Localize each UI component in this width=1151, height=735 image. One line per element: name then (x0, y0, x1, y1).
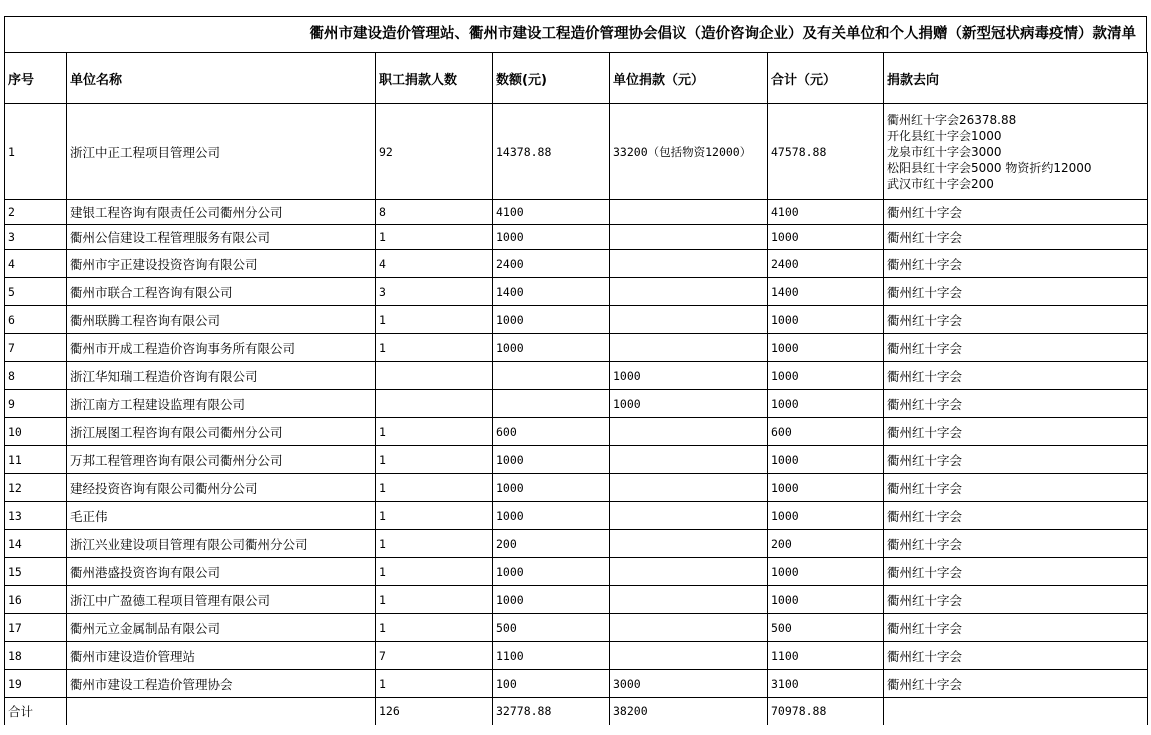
cell-amount (493, 362, 610, 390)
header-total: 合计（元） (768, 53, 884, 104)
cell-seq: 13 (5, 502, 67, 530)
cell-amount: 1000 (493, 306, 610, 334)
cell-staff: 1 (376, 614, 493, 642)
cell-unit-donation (610, 418, 768, 446)
cell-total: 600 (768, 418, 884, 446)
table-row (5, 586, 1148, 614)
cell-name: 建经投资咨询有限公司衢州分公司 (67, 474, 376, 502)
cell-staff (376, 390, 493, 418)
cell-destination: 衢州红十字会 (884, 670, 1148, 698)
table-row (5, 225, 1148, 250)
cell-seq: 17 (5, 614, 67, 642)
cell-name: 浙江兴业建设项目管理有限公司衢州分公司 (67, 530, 376, 558)
cell-seq: 2 (5, 200, 67, 225)
cell-staff: 1 (376, 502, 493, 530)
cell-name: 衢州联腾工程咨询有限公司 (67, 306, 376, 334)
cell-seq: 16 (5, 586, 67, 614)
cell-name: 衢州市建设工程造价管理协会 (67, 670, 376, 698)
cell-amount: 600 (493, 418, 610, 446)
cell-unit-donation (610, 558, 768, 586)
cell-staff (376, 362, 493, 390)
cell-name: 万邦工程管理咨询有限公司衢州分公司 (67, 446, 376, 474)
cell-total: 2400 (768, 250, 884, 278)
cell-staff: 92 (376, 104, 493, 200)
table-row (5, 104, 1148, 200)
cell-total: 1000 (768, 334, 884, 362)
cell-name: 浙江华知瑞工程造价咨询有限公司 (67, 362, 376, 390)
cell-total: 1400 (768, 278, 884, 306)
table-row (5, 670, 1148, 698)
cell-destination (884, 104, 1148, 200)
cell-name: 建银工程咨询有限责任公司衢州分公司 (67, 200, 376, 225)
table-row (5, 278, 1148, 306)
cell-staff: 1 (376, 670, 493, 698)
cell-amount: 2400 (493, 250, 610, 278)
destination-line: 衢州红十字会26378.88 (887, 112, 1017, 127)
cell-name: 衢州市宇正建设投资咨询有限公司 (67, 250, 376, 278)
cell-seq: 15 (5, 558, 67, 586)
cell-total: 3100 (768, 670, 884, 698)
cell-destination: 衢州红十字会 (884, 642, 1148, 670)
donation-table (4, 52, 1148, 725)
cell-destination: 衢州红十字会 (884, 558, 1148, 586)
cell-unit-donation: 1000 (610, 390, 768, 418)
cell-name: 衢州公信建设工程管理服务有限公司 (67, 225, 376, 250)
cell-unit-donation (610, 614, 768, 642)
cell-unit-donation (610, 334, 768, 362)
cell-staff: 1 (376, 446, 493, 474)
cell-staff: 1 (376, 418, 493, 446)
cell-destination: 衢州红十字会 (884, 362, 1148, 390)
header-destination: 捐款去向 (884, 53, 1148, 104)
cell-destination: 衢州红十字会 (884, 390, 1148, 418)
destination-line: 龙泉市红十字会3000 (887, 144, 1002, 159)
table-row (5, 390, 1148, 418)
totals-staff: 126 (376, 698, 493, 725)
cell-total: 200 (768, 530, 884, 558)
cell-seq: 7 (5, 334, 67, 362)
table-row (5, 362, 1148, 390)
totals-destination (884, 698, 1148, 725)
cell-staff: 8 (376, 200, 493, 225)
cell-unit-donation (610, 278, 768, 306)
cell-name: 衢州市开成工程造价咨询事务所有限公司 (67, 334, 376, 362)
cell-seq: 18 (5, 642, 67, 670)
header-seq: 序号 (5, 53, 67, 104)
table-row (5, 418, 1148, 446)
cell-unit-donation (610, 474, 768, 502)
cell-staff: 1 (376, 530, 493, 558)
cell-total: 1000 (768, 586, 884, 614)
destination-line: 松阳县红十字会5000 物资折约12000 (887, 160, 1092, 175)
cell-amount: 200 (493, 530, 610, 558)
table-row (5, 306, 1148, 334)
cell-destination: 衢州红十字会 (884, 334, 1148, 362)
header-name: 单位名称 (67, 53, 376, 104)
cell-amount: 4100 (493, 200, 610, 225)
cell-staff: 1 (376, 334, 493, 362)
cell-total: 1000 (768, 446, 884, 474)
cell-staff: 1 (376, 306, 493, 334)
cell-unit-donation (610, 530, 768, 558)
cell-staff: 3 (376, 278, 493, 306)
cell-seq: 11 (5, 446, 67, 474)
header-amount: 数额(元) (493, 53, 610, 104)
cell-seq: 10 (5, 418, 67, 446)
cell-seq: 5 (5, 278, 67, 306)
cell-total: 1000 (768, 390, 884, 418)
cell-destination: 衢州红十字会 (884, 418, 1148, 446)
cell-name: 浙江中广盈德工程项目管理有限公司 (67, 586, 376, 614)
cell-total: 1000 (768, 558, 884, 586)
cell-name: 衢州港盛投资咨询有限公司 (67, 558, 376, 586)
cell-unit-donation (610, 200, 768, 225)
cell-amount: 1400 (493, 278, 610, 306)
totals-label: 合计 (5, 698, 67, 725)
cell-staff: 1 (376, 474, 493, 502)
cell-name: 毛正伟 (67, 502, 376, 530)
cell-amount: 1000 (493, 334, 610, 362)
cell-seq: 8 (5, 362, 67, 390)
cell-total: 4100 (768, 200, 884, 225)
table-row (5, 446, 1148, 474)
cell-unit-donation: 33200（包括物资12000） (610, 104, 768, 200)
table-row (5, 474, 1148, 502)
cell-amount: 1000 (493, 558, 610, 586)
cell-destination: 衢州红十字会 (884, 306, 1148, 334)
cell-unit-donation (610, 446, 768, 474)
cell-seq: 19 (5, 670, 67, 698)
cell-total: 1000 (768, 474, 884, 502)
header-staff: 职工捐款人数 (376, 53, 493, 104)
cell-staff: 4 (376, 250, 493, 278)
cell-name: 浙江南方工程建设监理有限公司 (67, 390, 376, 418)
cell-total: 1000 (768, 502, 884, 530)
cell-seq: 1 (5, 104, 67, 200)
cell-amount: 1000 (493, 586, 610, 614)
cell-name: 浙江中正工程项目管理公司 (67, 104, 376, 200)
table-row (5, 250, 1148, 278)
totals-row (5, 698, 1148, 725)
cell-staff: 7 (376, 642, 493, 670)
cell-destination: 衢州红十字会 (884, 200, 1148, 225)
cell-total: 1000 (768, 225, 884, 250)
cell-unit-donation (610, 502, 768, 530)
cell-seq: 14 (5, 530, 67, 558)
table-row (5, 642, 1148, 670)
destination-line: 开化县红十字会1000 (887, 128, 1002, 143)
cell-unit-donation (610, 306, 768, 334)
header-row (5, 53, 1148, 104)
cell-total: 1000 (768, 306, 884, 334)
cell-destination: 衢州红十字会 (884, 278, 1148, 306)
cell-unit-donation: 1000 (610, 362, 768, 390)
cell-unit-donation: 3000 (610, 670, 768, 698)
cell-destination: 衢州红十字会 (884, 586, 1148, 614)
totals-name (67, 698, 376, 725)
table-row (5, 200, 1148, 225)
cell-seq: 9 (5, 390, 67, 418)
cell-destination: 衢州红十字会 (884, 250, 1148, 278)
cell-destination: 衢州红十字会 (884, 530, 1148, 558)
cell-seq: 3 (5, 225, 67, 250)
table-row (5, 530, 1148, 558)
cell-seq: 12 (5, 474, 67, 502)
cell-staff: 1 (376, 586, 493, 614)
cell-amount: 1000 (493, 446, 610, 474)
table-row (5, 558, 1148, 586)
cell-staff: 1 (376, 558, 493, 586)
cell-amount: 1000 (493, 225, 610, 250)
table-row (5, 502, 1148, 530)
cell-total: 500 (768, 614, 884, 642)
totals-amount: 32778.88 (493, 698, 610, 725)
cell-total: 1100 (768, 642, 884, 670)
cell-unit-donation (610, 225, 768, 250)
cell-unit-donation (610, 586, 768, 614)
cell-staff: 1 (376, 225, 493, 250)
cell-total: 1000 (768, 362, 884, 390)
cell-amount: 100 (493, 670, 610, 698)
cell-seq: 4 (5, 250, 67, 278)
cell-amount (493, 390, 610, 418)
cell-destination: 衢州红十字会 (884, 225, 1148, 250)
table-row (5, 334, 1148, 362)
cell-name: 浙江展图工程咨询有限公司衢州分公司 (67, 418, 376, 446)
totals-total: 70978.88 (768, 698, 884, 725)
cell-seq: 6 (5, 306, 67, 334)
cell-destination: 衢州红十字会 (884, 446, 1148, 474)
cell-unit-donation (610, 250, 768, 278)
destination-line: 武汉市红十字会200 (887, 176, 994, 191)
cell-destination: 衢州红十字会 (884, 474, 1148, 502)
cell-name: 衢州市联合工程咨询有限公司 (67, 278, 376, 306)
cell-amount: 1000 (493, 502, 610, 530)
cell-unit-donation (610, 642, 768, 670)
cell-name: 衢州元立金属制品有限公司 (67, 614, 376, 642)
cell-amount: 1000 (493, 474, 610, 502)
header-unit-donation: 单位捐款（元） (610, 53, 768, 104)
cell-total: 47578.88 (768, 104, 884, 200)
cell-destination: 衢州红十字会 (884, 614, 1148, 642)
cell-amount: 500 (493, 614, 610, 642)
sheet-title: 衢州市建设造价管理站、衢州市建设工程造价管理协会倡议（造价咨询企业）及有关单位和个人捐赠（新型冠状病毒疫情）款清单 (4, 16, 1147, 52)
cell-amount: 1100 (493, 642, 610, 670)
cell-amount: 14378.88 (493, 104, 610, 200)
table-row (5, 614, 1148, 642)
cell-destination: 衢州红十字会 (884, 502, 1148, 530)
cell-name: 衢州市建设造价管理站 (67, 642, 376, 670)
totals-unit-donation: 38200 (610, 698, 768, 725)
